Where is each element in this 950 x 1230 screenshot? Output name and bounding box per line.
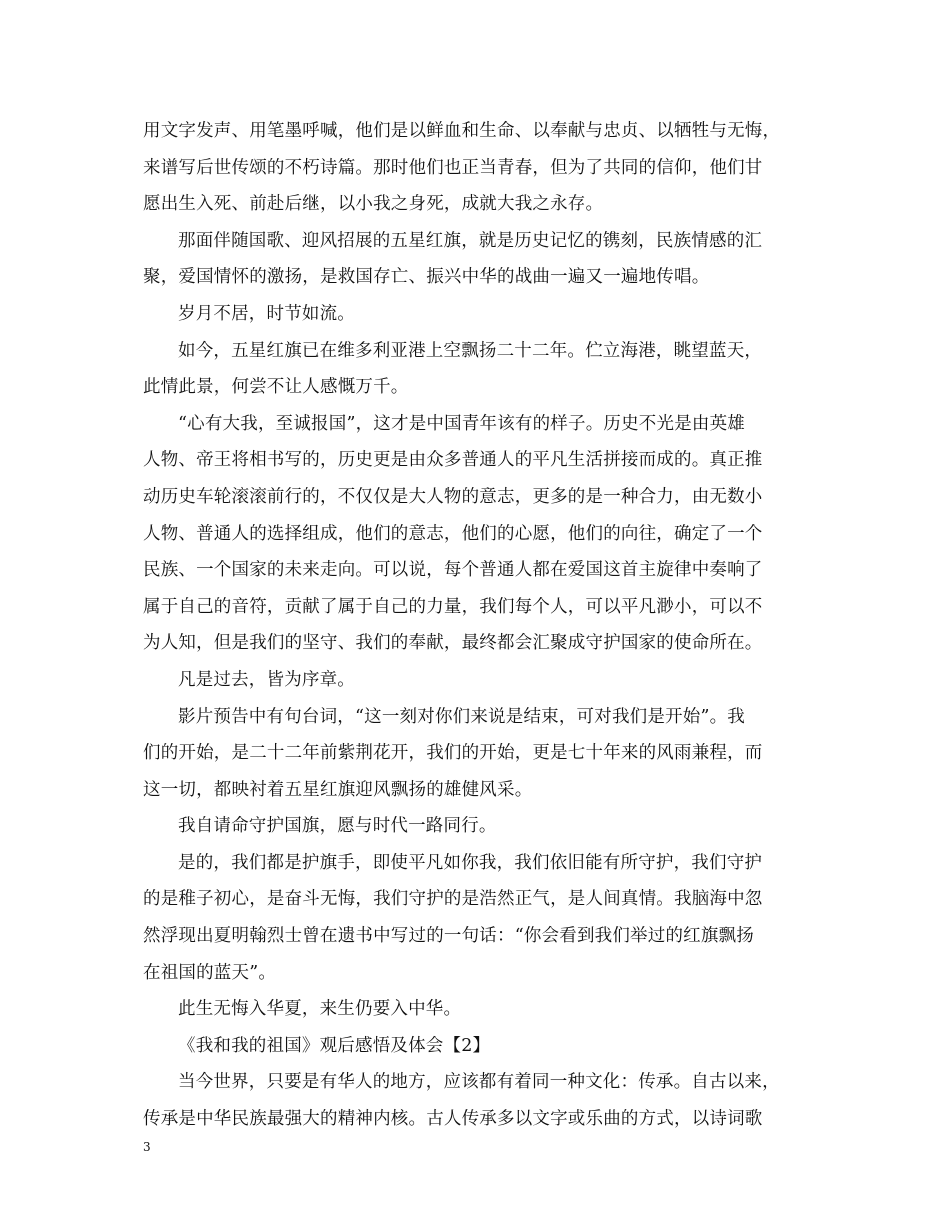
- paragraph-first-line: 那面伴随国歌、迎风招展的五星红旗，就是历史记忆的镌刻，民族情感的汇: [178, 230, 763, 251]
- text-line: 的是稚子初心，是奋斗无悔，我们守护的是浩然正气，是人间真情。我脑海中忽: [143, 889, 763, 910]
- paragraph-first-line: 是的，我们都是护旗手，即使平凡如你我，我们依旧能有所守护，我们守护: [178, 852, 763, 873]
- body-text: [143, 113, 810, 1138]
- paragraph-first-line: 岁月不居，时节如流。: [178, 303, 355, 324]
- paragraph-first-line: 此生无悔入华夏，来生仍要入中华。: [178, 999, 462, 1020]
- text-line: 用文字发声、用笔墨呼喊，他们是以鲜血和生命、以奉献与忠贞、以牺牲与无悔，: [143, 121, 781, 141]
- paragraph-first-line: 影片预告中有句台词，“这一刻对你们来说是结束，可对我们是开始”。我: [178, 706, 745, 727]
- paragraph-first-line: 我自请命守护国旗，愿与时代一路同行。: [178, 816, 497, 837]
- text-line: 人物、普通人的选择组成，他们的意志，他们的心愿，他们的向往，确定了一个: [143, 523, 763, 544]
- text-line: 这一切，都映衬着五星红旗迎风飘扬的雄健风采。: [143, 779, 533, 800]
- text-line: 此情此景，何尝不让人感慨万千。: [143, 377, 409, 398]
- section-heading: 《我和我的祖国》观后感悟及体会【2】: [178, 1035, 491, 1056]
- text-line: 来谱写后世传颂的不朽诗篇。那时他们也正当青春，但为了共同的信仰，他们甘: [143, 157, 763, 178]
- text-line: 传承是中华民族最强大的精神内核。古人传承多以文字或乐曲的方式，以诗词歌: [143, 1109, 763, 1130]
- page-number: 3: [143, 1140, 151, 1154]
- paragraph-first-line: “心有大我，至诚报国”，这才是中国青年该有的样子。历史不光是由英雄: [178, 413, 745, 434]
- text-line: 民族、一个国家的未来走向。可以说，每个普通人都在爱国这首主旋律中奏响了: [143, 560, 763, 581]
- text-line: 动历史车轮滚滚前行的，不仅仅是大人物的意志，更多的是一种合力，由无数小: [143, 486, 763, 507]
- paragraph-first-line: 当今世界，只要是有华人的地方，应该都有着同一种文化：传承。自古以来，: [178, 1072, 780, 1093]
- paragraph-first-line: 如今，五星红旗已在维多利亚港上空飘扬二十二年。伫立海港，眺望蓝天，: [178, 340, 763, 361]
- text-line: 属于自己的音符，贡献了属于自己的力量，我们每个人，可以平凡渺小，可以不: [143, 596, 763, 617]
- text-line: 们的开始，是二十二年前紫荆花开，我们的开始，更是七十年来的风雨兼程，而: [143, 743, 763, 764]
- text-line: 人物、帝王将相书写的，历史更是由众多普通人的平凡生活拼接而成的。真正推: [143, 450, 763, 471]
- text-line: 聚，爱国情怀的激扬，是救国存亡、振兴中华的战曲一遍又一遍地传唱。: [143, 267, 710, 288]
- text-line: 为人知，但是我们的坚守、我们的奉献，最终都会汇聚成守护国家的使命所在。: [143, 633, 763, 654]
- text-line: 愿出生入死、前赴后继，以小我之身死，成就大我之永存。: [143, 194, 604, 215]
- text-line: 然浮现出夏明翰烈士曾在遗书中写过的一句话：“你会看到我们举过的红旗飘扬: [143, 926, 754, 947]
- paragraph-first-line: 凡是过去，皆为序章。: [178, 669, 355, 690]
- text-line: 在祖国的蓝天”。: [143, 962, 277, 983]
